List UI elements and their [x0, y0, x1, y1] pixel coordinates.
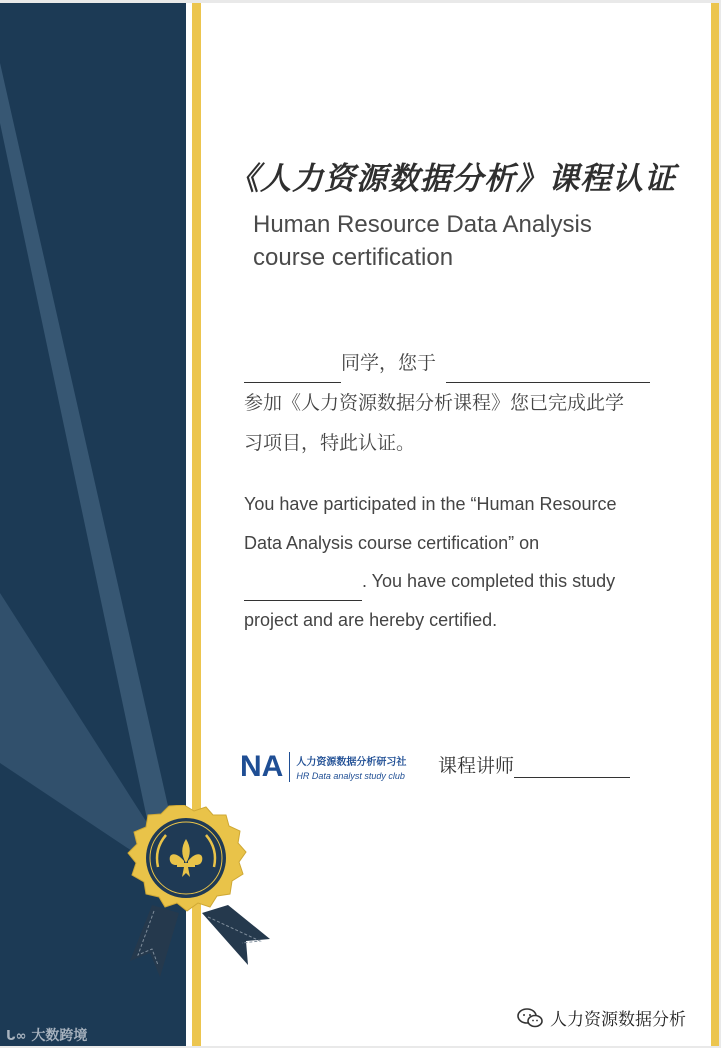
- lecturer-label: 课程讲师: [438, 755, 515, 777]
- english-statement: [244, 485, 684, 639]
- student-name-blank: [244, 356, 341, 383]
- rosette-fleur-de-lis-icon: [124, 805, 274, 980]
- zh-text: 习项目，特此认证。: [244, 432, 416, 454]
- club-name-en: HR Data analyst study club: [296, 771, 405, 781]
- en-text: Data Analysis course certification” on: [244, 532, 540, 553]
- subtitle-line: course certification: [253, 244, 454, 271]
- en-date-blank: [244, 578, 362, 601]
- certificate-page: [0, 3, 719, 1046]
- club-logo: [240, 747, 406, 787]
- en-text: You have participated in the “Human Resource: [244, 494, 617, 514]
- logo-icon: ᒐ∞: [6, 1029, 27, 1044]
- club-names: [296, 753, 406, 781]
- watermark-right: [516, 1005, 686, 1030]
- certificate-subtitle: [253, 208, 693, 274]
- logo-divider: [289, 752, 290, 782]
- date-blank: [446, 356, 650, 383]
- gold-stripe-right: [711, 3, 719, 1046]
- club-name-cn: 人力资源数据分析研习社: [296, 757, 407, 768]
- certificate-title: 《人力资源数据分析》课程认证: [228, 161, 676, 197]
- watermark-right-text: 人力资源数据分析: [550, 1010, 686, 1030]
- chinese-statement: [244, 343, 684, 463]
- lecturer-blank: [514, 755, 630, 778]
- zh-text: 同学，您于: [341, 352, 437, 374]
- watermark-left: [6, 1025, 87, 1045]
- club-abbr: NA: [240, 750, 284, 783]
- zh-text: 参加《人力资源数据分析课程》您已完成此学: [244, 392, 625, 414]
- en-text: . You have completed this study: [362, 571, 616, 591]
- en-text: project and are hereby certified.: [244, 609, 498, 630]
- wechat-icon: [516, 1006, 544, 1030]
- watermark-left-text: 大数跨境: [31, 1028, 88, 1044]
- lecturer-signature: [438, 751, 630, 778]
- subtitle-line: Human Resource Data Analysis: [253, 211, 592, 238]
